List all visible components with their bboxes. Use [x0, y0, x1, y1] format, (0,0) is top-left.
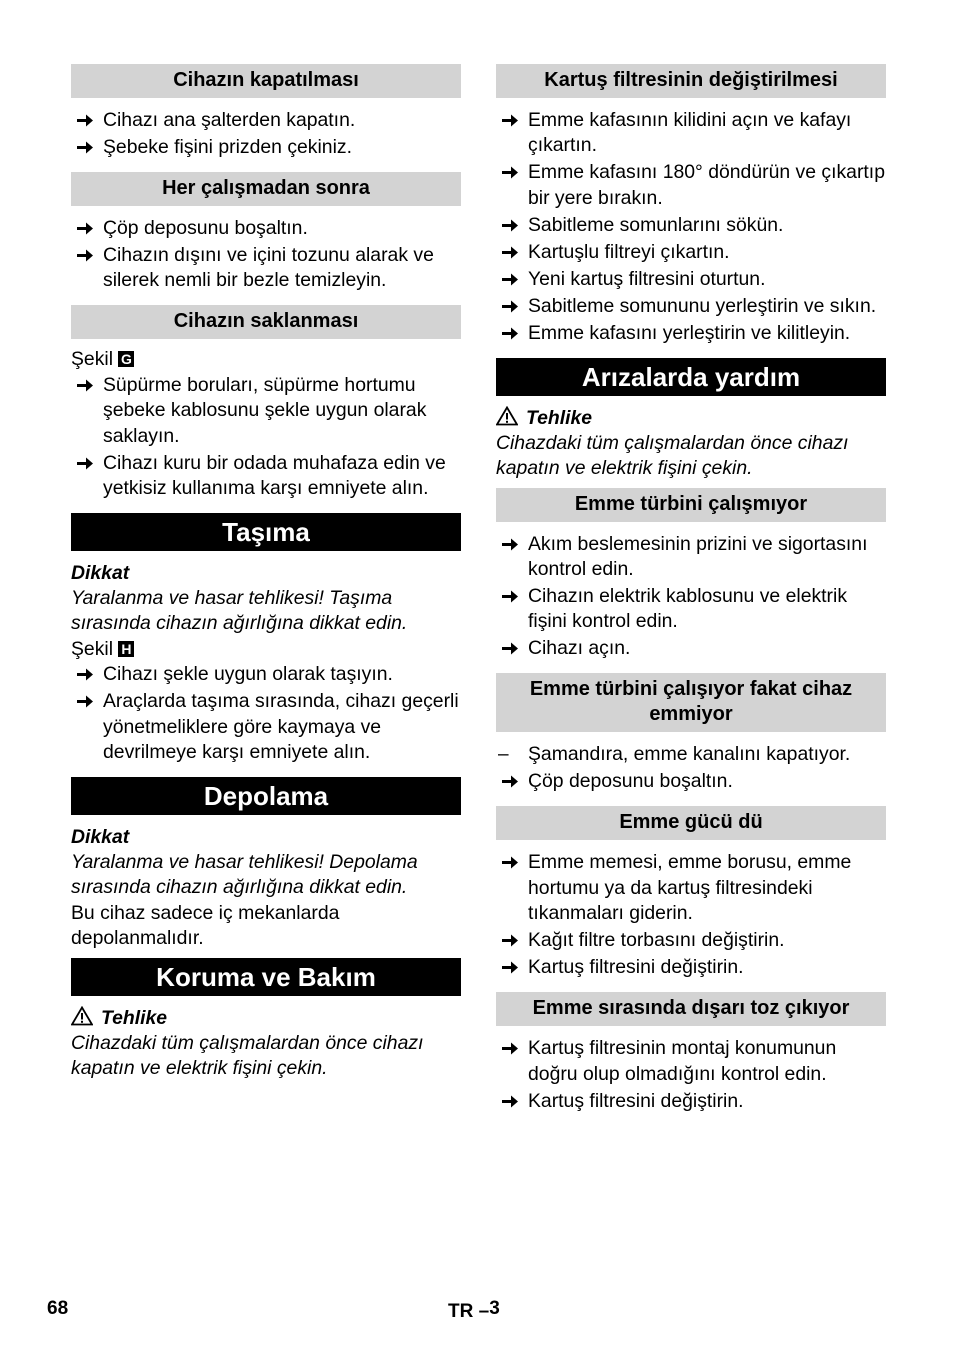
- heading-kartus-filtresi: Kartuş filtresinin değiştirilmesi: [496, 64, 886, 98]
- storage-text: Bu cihaz sadece iç mekanlarda depolanmalıdır.: [71, 901, 340, 950]
- arrow-right-icon: [500, 955, 520, 980]
- caution-text: Yaralanma ve hasar tehlikesi! Taşıma sırasında cihazın ağırlığına dikkat edin.: [71, 587, 408, 635]
- language-code: TR: [448, 1301, 474, 1322]
- list-item-text: Emme kafasının kilidini açın ve kafayı çıkartın.: [528, 109, 852, 157]
- list-item: [496, 267, 886, 292]
- arrow-right-icon: [500, 769, 520, 794]
- arrow-right-icon: [500, 636, 520, 661]
- list-item-text: Araçlarda taşıma sırasında, cihazı geçerli yönetmeliklere göre kaymaya ve devrilmeye karşı emniyete alın.: [103, 690, 459, 764]
- figure-ref-label: Şekil: [71, 348, 114, 371]
- list-item-text: Sabitleme somunlarını sökün.: [528, 213, 784, 236]
- arrow-right-icon: [500, 584, 520, 609]
- caution-label: Dikkat: [71, 562, 130, 585]
- list-item-text: Emme kafasını yerleştirin ve kilitleyin.: [528, 321, 851, 344]
- list-item: [496, 240, 886, 265]
- list-emme-gucu: [496, 850, 886, 980]
- list-item: [71, 373, 461, 449]
- list-item: [496, 955, 886, 980]
- list-item-text: Şamandıra, emme kanalını kapatıyor.: [528, 743, 851, 766]
- list-toz-cikiyor: [496, 1036, 886, 1114]
- arrow-right-icon: [500, 850, 520, 875]
- arrow-right-icon: [75, 689, 95, 714]
- list-item: [496, 160, 886, 211]
- list-item: [71, 243, 461, 294]
- danger-label-text: Tehlike: [526, 406, 593, 429]
- warning-triangle-icon: [496, 406, 518, 426]
- list-item-text: Cihazın dışını ve içini tozunu alarak ve silerek nemli bir bezle temizleyin.: [103, 244, 434, 292]
- heading-toz-cikiyor: Emme sırasında dışarı toz çıkıyor: [496, 992, 886, 1026]
- heading-cihazin-kapatilmasi: Cihazın kapatılması: [71, 64, 461, 98]
- list-item: [496, 1089, 886, 1114]
- list-her-calismadan-sonra: [71, 216, 461, 294]
- heading-arizalarda-yardim: Arızalarda yardım: [496, 358, 886, 396]
- list-emme-turbini-calisiyor: [496, 742, 886, 767]
- list-item-text: Cihazı açın.: [528, 637, 631, 660]
- list-item-text: Cihazı ana şalterden kapatın.: [103, 109, 356, 131]
- list-item: [496, 636, 886, 661]
- list-item: [71, 108, 461, 133]
- list-item-text: Kartuş filtresinin montaj konumunun doğru olup olmadığını kontrol edin.: [528, 1037, 837, 1085]
- list-kartus-filtresi: [496, 108, 886, 346]
- arrow-right-icon: [75, 216, 95, 241]
- list-kapatma: [71, 108, 461, 160]
- list-item-text: Kağıt filtre torbasını değiştirin.: [528, 929, 785, 952]
- heading-cihazin-saklanmasi: Cihazın saklanması: [71, 305, 461, 339]
- list-item: [496, 321, 886, 346]
- arrow-right-icon: [75, 243, 95, 268]
- list-item: [71, 135, 461, 160]
- list-item: [496, 108, 886, 159]
- list-item: [71, 662, 461, 687]
- heading-koruma-ve-bakim: Koruma ve Bakım: [71, 958, 461, 996]
- arrow-right-icon: [75, 373, 95, 398]
- caution-text: Yaralanma ve hasar tehlikesi! Depolama sırasında cihazın ağırlığına dikkat edin.: [71, 851, 418, 899]
- list-item: [496, 213, 886, 238]
- heading-emme-turbini-calisiyor: Emme türbini çalışıyor fakat cihaz emmiyor: [496, 673, 886, 732]
- list-item-text: Çöp deposunu boşaltın.: [528, 770, 733, 793]
- arrow-right-icon: [500, 532, 520, 557]
- list-item-text: Kartuş filtresini değiştirin.: [528, 956, 744, 979]
- danger-text: Cihazdaki tüm çalışmalardan önce cihazı kapatın ve elektrik fişini çekin.: [71, 1031, 424, 1080]
- list-item: [496, 532, 886, 583]
- heading-tasima: Taşıma: [71, 513, 461, 551]
- arrow-right-icon: [500, 321, 520, 346]
- dash-bullet: –: [498, 744, 509, 766]
- figure-badge: H: [118, 641, 134, 657]
- list-item: [496, 928, 886, 953]
- arrow-right-icon: [500, 1089, 520, 1114]
- page-number: 68: [47, 1298, 69, 1319]
- danger-label-text: Tehlike: [101, 1006, 168, 1029]
- list-item-text: Cihazı şekle uygun olarak taşıyın.: [103, 663, 393, 686]
- figure-badge: G: [118, 351, 134, 367]
- list-item-text: Çöp deposunu boşaltın.: [103, 217, 308, 239]
- separator: –: [478, 1301, 490, 1322]
- list-item: [496, 584, 886, 635]
- right-column: [496, 64, 886, 1116]
- list-item-text: Kartuş filtresini değiştirin.: [528, 1089, 744, 1112]
- list-item-text: Sabitleme somununu yerleştirin ve sıkın.: [528, 294, 877, 317]
- arrow-right-icon: [75, 135, 95, 160]
- arrow-right-icon: [500, 928, 520, 953]
- list-item: [496, 769, 886, 794]
- list-saklanma: [71, 373, 461, 502]
- arrow-right-icon: [500, 1036, 520, 1061]
- section-page-marker: [448, 1298, 500, 1323]
- heading-emme-gucu: Emme gücü dü: [496, 806, 886, 840]
- list-item: [496, 850, 886, 926]
- list-item-text: Emme memesi, emme borusu, emme hortumu ya da kartuş filtresindeki tıkanmaları giderin.: [528, 851, 852, 925]
- list-item: [71, 216, 461, 241]
- arrow-right-icon: [500, 294, 520, 319]
- list-item: [71, 689, 461, 765]
- heading-her-calismadan-sonra: Her çalışmadan sonra: [71, 172, 461, 206]
- list-item: [496, 294, 886, 319]
- list-emme-turbini-calismiyor: [496, 532, 886, 662]
- arrow-right-icon: [500, 108, 520, 133]
- heading-depolama: Depolama: [71, 777, 461, 815]
- list-item: [496, 1036, 886, 1087]
- list-item-text: Süpürme boruları, süpürme hortumu şebeke kablosunu şekle uygun olarak saklayın.: [103, 373, 427, 447]
- list-item: [496, 742, 886, 767]
- arrow-right-icon: [500, 267, 520, 292]
- list-item-text: Cihazın elektrik kablosunu ve elektrik fişini kontrol edin.: [528, 585, 848, 633]
- list-emme-turbini-calisiyor-actions: [496, 769, 886, 794]
- figure-reference: [71, 347, 461, 372]
- arrow-right-icon: [500, 213, 520, 238]
- list-item-text: Şebeke fişini prizden çekiniz.: [103, 136, 352, 158]
- list-item: [71, 451, 461, 502]
- section-page: 3: [489, 1298, 500, 1319]
- danger-label: [496, 406, 886, 431]
- danger-text: Cihazdaki tüm çalışmalardan önce cihazı kapatın ve elektrik fişini çekin.: [496, 431, 849, 480]
- list-item-text: Cihazı kuru bir odada muhafaza edin ve yetkisiz kullanıma karşı emniyete alın.: [103, 451, 446, 500]
- arrow-right-icon: [75, 451, 95, 476]
- warning-triangle-icon: [71, 1006, 93, 1026]
- arrow-right-icon: [500, 240, 520, 265]
- heading-emme-turbini-calismiyor: Emme türbini çalışmıyor: [496, 488, 886, 522]
- list-item-text: Kartuşlu filtreyi çıkartın.: [528, 240, 730, 263]
- arrow-right-icon: [75, 108, 95, 133]
- figure-reference: [71, 637, 461, 662]
- list-item-text: Emme kafasını 180° döndürün ve çıkartıp bir yere bırakın.: [528, 161, 885, 209]
- arrow-right-icon: [500, 160, 520, 185]
- arrow-right-icon: [75, 662, 95, 687]
- caution-label: Dikkat: [71, 826, 130, 849]
- list-item-text: Yeni kartuş filtresini oturtun.: [528, 267, 766, 290]
- list-tasima: [71, 662, 461, 765]
- list-item-text: Akım beslemesinin prizini ve sigortasını kontrol edin.: [528, 532, 868, 581]
- figure-ref-label: Şekil: [71, 637, 114, 660]
- danger-label: [71, 1006, 461, 1031]
- left-column: [71, 64, 461, 1082]
